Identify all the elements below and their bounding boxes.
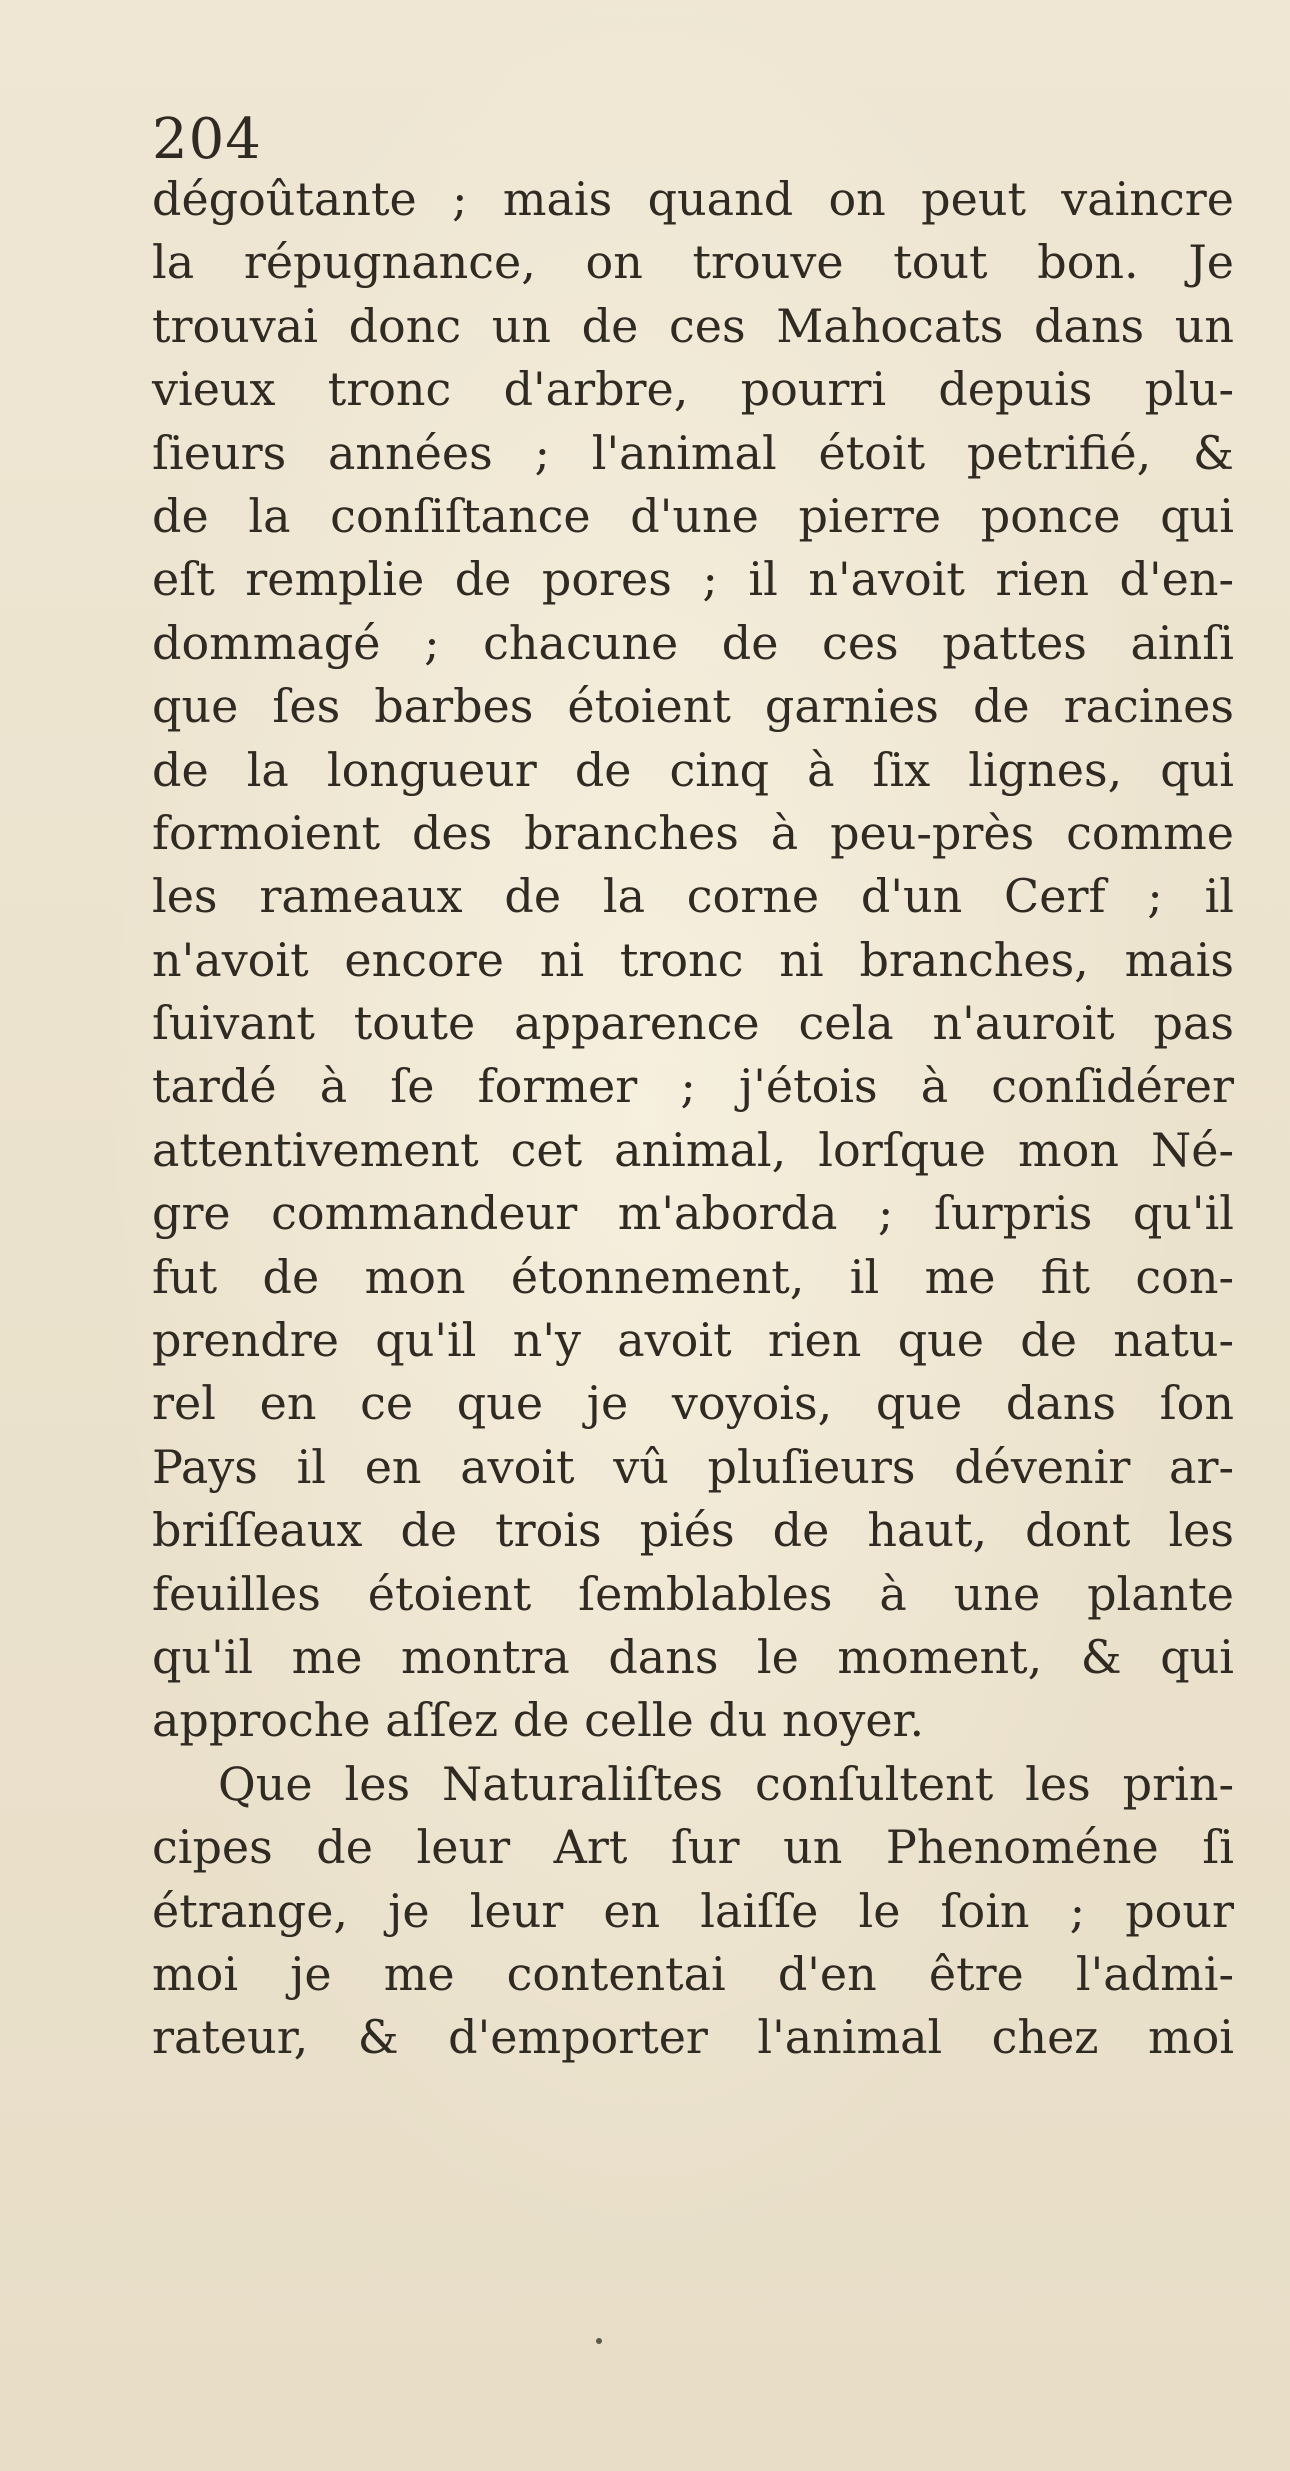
text-line: fut de mon étonnement, il me fit con- (152, 1249, 1234, 1304)
text-line: attentivement cet animal, lorſque mon Né- (152, 1122, 1234, 1177)
text-line: feuilles étoient ſemblables à une plante (152, 1566, 1234, 1621)
text-line: dégoûtante ; mais quand on peut vaincre (152, 172, 1234, 226)
text-line: eſt remplie de pores ; il n'avoit rien d'en- (152, 552, 1234, 607)
text-line: dommagé ; chacune de ces pattes ainſi (152, 615, 1234, 670)
text-line: de la longueur de cinq à ſix lignes, qui (152, 742, 1234, 797)
text-line: vieux tronc d'arbre, pourri depuis plu- (152, 362, 1234, 417)
text-line: approche aſſez de celle du noyer. (152, 1693, 925, 1748)
text-line: n'avoit encore ni tronc ni branches, mais (152, 932, 1234, 987)
text-line: les rameaux de la corne d'un Cerf ; il (152, 869, 1234, 924)
text-line: ſuivant toute apparence cela n'auroit pas (152, 996, 1234, 1051)
text-line: moi je me contentai d'en être l'admi- (152, 1946, 1234, 2001)
text-line: gre commandeur m'aborda ; ſurpris qu'il (152, 1186, 1234, 1241)
page-number: 204 (152, 107, 262, 172)
text-line: la répugnance, on trouve tout bon. Je (152, 235, 1234, 290)
ink-speck (596, 2338, 602, 2344)
text-line: qu'il me montra dans le moment, & qui (152, 1629, 1234, 1684)
text-line: cipes de leur Art ſur un Phenoméne ſi (152, 1820, 1234, 1875)
text-line: prendre qu'il n'y avoit rien que de natu- (152, 1313, 1234, 1368)
page-text (152, 168, 1234, 2070)
text-line: trouvai donc un de ces Mahocats dans un (152, 298, 1234, 353)
text-line: de la conſiſtance d'une pierre ponce qui (152, 488, 1234, 543)
text-line: Pays il en avoit vû pluſieurs dévenir ar- (152, 1439, 1234, 1494)
text-line: rel en ce que je voyois, que dans ſon (152, 1376, 1234, 1431)
text-line: rateur, & d'emporter l'animal chez moi (152, 2010, 1234, 2065)
text-line: briſſeaux de trois piés de haut, dont les (152, 1503, 1234, 1558)
text-line: que ſes barbes étoient garnies de racines (152, 679, 1234, 734)
text-line: formoient des branches à peu-près comme (152, 805, 1234, 860)
text-line: Que les Naturaliſtes conſultent les prin- (218, 1756, 1234, 1811)
text-line: ſieurs années ; l'animal étoit petrifié, & (152, 425, 1234, 480)
text-line: étrange, je leur en laiſſe le ſoin ; pour (152, 1883, 1234, 1938)
text-line: tardé à ſe former ; j'étois à conſidérer (152, 1059, 1234, 1114)
